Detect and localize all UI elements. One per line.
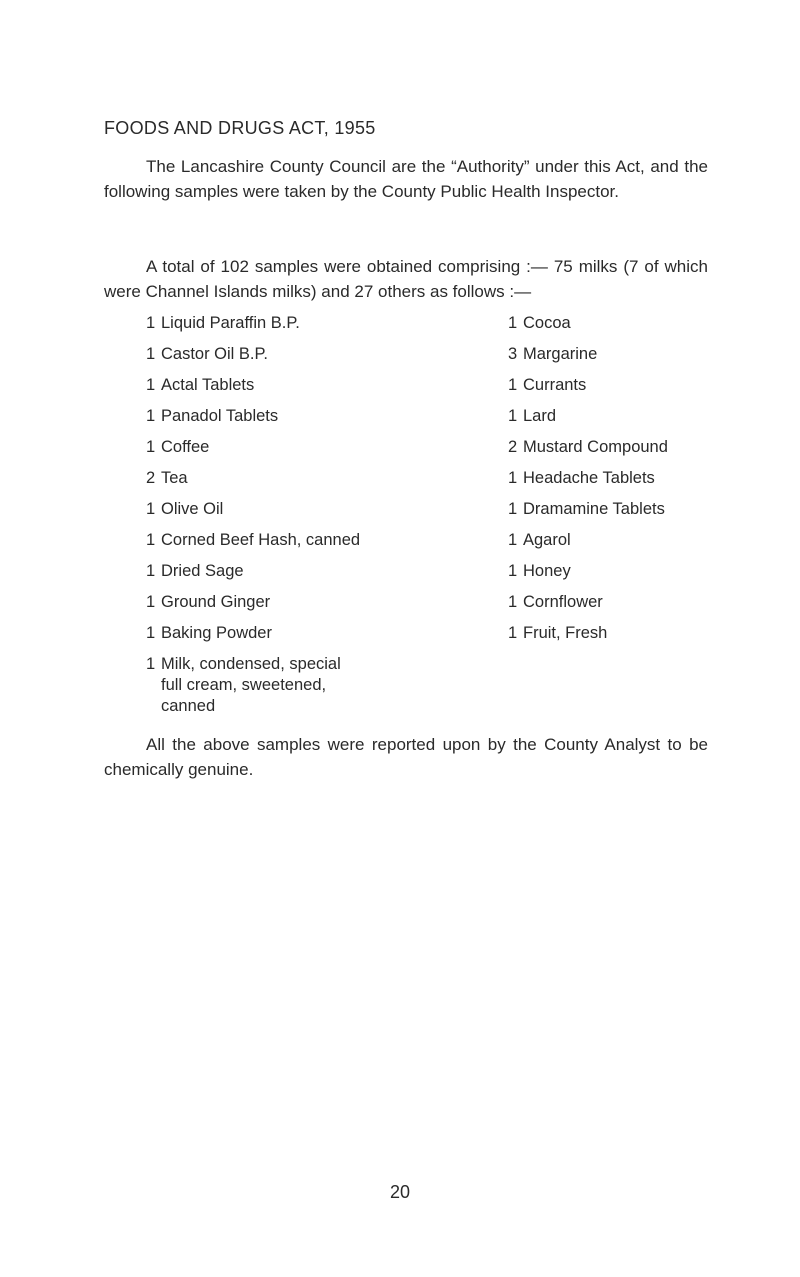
- sample-item: [146, 499, 476, 520]
- sample-name: Baking Powder: [161, 624, 272, 642]
- sample-name: Currants: [523, 376, 587, 394]
- sample-quantity: 1: [508, 314, 518, 332]
- samples-summary-paragraph: A total of 102 samples were obtained comprising :— 75 milks (7 of which were Channel Islands milks) and 27 others as follows :—: [104, 257, 708, 301]
- sample-item: [508, 499, 748, 520]
- sample-item: [508, 623, 748, 644]
- sample-quantity: 2: [146, 469, 156, 487]
- sample-name: Dramamine Tablets: [523, 500, 665, 518]
- sample-name: Honey: [523, 562, 571, 580]
- sample-name: Cocoa: [523, 314, 571, 332]
- samples-list-left: [146, 313, 476, 727]
- sample-quantity: 1: [508, 469, 518, 487]
- sample-quantity: 1: [146, 345, 156, 363]
- samples-list-right: [508, 313, 748, 654]
- sample-name: Cornflower: [523, 593, 603, 611]
- sample-quantity: 1: [508, 376, 518, 394]
- conclusion-paragraph: All the above samples were reported upon by the County Analyst to be chemically genuine.: [104, 735, 708, 779]
- sample-quantity: 1: [146, 438, 156, 456]
- sample-item: [146, 468, 476, 489]
- sample-name: Corned Beef Hash, canned: [161, 531, 361, 549]
- sample-quantity: 1: [508, 531, 518, 549]
- sample-quantity: 1: [146, 655, 156, 673]
- sample-name: Lard: [523, 407, 557, 425]
- sample-item: [146, 344, 476, 365]
- sample-quantity: 2: [508, 438, 518, 456]
- sample-quantity: 1: [146, 562, 156, 580]
- sample-name: Coffee: [161, 438, 210, 456]
- sample-name: Margarine: [523, 345, 598, 363]
- sample-item: [146, 592, 476, 613]
- sample-name: Tea: [161, 469, 188, 487]
- sample-item: [146, 623, 476, 644]
- sample-name: Mustard Compound: [523, 438, 668, 456]
- sample-quantity: 1: [146, 531, 156, 549]
- page-number: 20: [389, 1182, 411, 1202]
- sample-item: [146, 437, 476, 458]
- intro-paragraph: The Lancashire County Council are the “Authority” under this Act, and the following samples were taken by the County Public Health Inspector.: [104, 157, 708, 201]
- sample-quantity: 1: [508, 562, 518, 580]
- sample-quantity: 1: [508, 500, 518, 518]
- sample-name: Panadol Tablets: [161, 407, 279, 425]
- sample-name: Milk, condensed, special full cream, sweetened, canned: [161, 655, 341, 715]
- section-heading: FOODS AND DRUGS ACT, 1955: [104, 118, 376, 138]
- sample-item: [146, 561, 476, 582]
- sample-quantity: 1: [146, 593, 156, 611]
- sample-quantity: 1: [508, 407, 518, 425]
- sample-quantity: 1: [146, 500, 156, 518]
- sample-item: [508, 592, 748, 613]
- sample-quantity: 1: [146, 407, 156, 425]
- sample-name: Dried Sage: [161, 562, 244, 580]
- sample-quantity: 1: [508, 624, 518, 642]
- sample-item: [508, 530, 748, 551]
- sample-item: [508, 344, 748, 365]
- sample-item: [508, 561, 748, 582]
- sample-item: [508, 313, 748, 334]
- sample-quantity: 3: [508, 345, 518, 363]
- sample-name: Fruit, Fresh: [523, 624, 608, 642]
- sample-item: [146, 406, 476, 427]
- sample-name: Olive Oil: [161, 500, 224, 518]
- sample-item: [146, 313, 476, 334]
- sample-name: Liquid Paraffin B.P.: [161, 314, 300, 332]
- sample-name: Actal Tablets: [161, 376, 255, 394]
- sample-item: [508, 406, 748, 427]
- sample-name: Castor Oil B.P.: [161, 345, 268, 363]
- sample-name: Agarol: [523, 531, 571, 549]
- sample-quantity: 1: [508, 593, 518, 611]
- sample-quantity: 1: [146, 624, 156, 642]
- sample-item: [508, 437, 748, 458]
- sample-name: Ground Ginger: [161, 593, 271, 611]
- sample-item: [146, 375, 476, 396]
- sample-quantity: 1: [146, 314, 156, 332]
- sample-name: Headache Tablets: [523, 469, 655, 487]
- sample-quantity: 1: [146, 376, 156, 394]
- sample-item: [146, 530, 476, 551]
- sample-item: [508, 468, 748, 489]
- sample-item: [508, 375, 748, 396]
- sample-item: [146, 654, 476, 717]
